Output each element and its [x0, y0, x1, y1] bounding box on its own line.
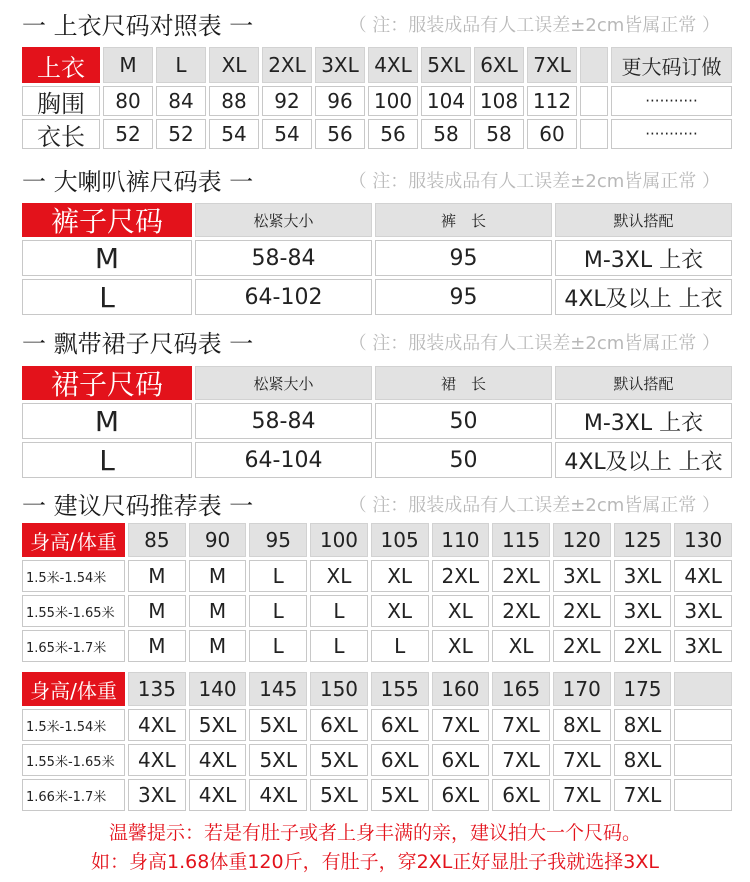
pants-waist-cell: 58-84: [195, 240, 372, 276]
recommend-a-height-label: 1.65米-1.7米: [22, 630, 125, 662]
tops-header-size: L: [156, 47, 206, 83]
pants-header-length: 裤 长: [375, 203, 552, 237]
tops-cell: 54: [262, 119, 312, 149]
skirt-waist-cell: 64-104: [195, 442, 372, 478]
tops-header-size: XL: [209, 47, 259, 83]
recommend-table-a: [22, 523, 732, 662]
recommend-b-size-cell: 5XL: [371, 779, 429, 811]
recommend-b-height-label: 1.66米-1.7米: [22, 779, 125, 811]
tops-cell: 52: [156, 119, 206, 149]
recommend-b-size-cell: 6XL: [432, 779, 490, 811]
recommend-a-size-cell: L: [371, 630, 429, 662]
recommend-b-size-cell: 8XL: [614, 709, 672, 741]
skirt-match-cell: M-3XL 上衣: [555, 403, 732, 439]
recommend-b-header-weight: 170: [553, 672, 611, 706]
recommend-section-note: （ 注：服装成品有人工误差±2cm皆属正常 ）: [348, 495, 720, 516]
skirt-section-title: 一 飘带裙子尺码表 一: [22, 330, 254, 358]
recommend-b-size-cell: 3XL: [128, 779, 186, 811]
recommend-b-size-cell: 8XL: [553, 709, 611, 741]
tops-cell: 58: [474, 119, 524, 149]
recommend-a-size-cell: 4XL: [674, 560, 732, 592]
pants-size-cell: M: [22, 240, 192, 276]
recommend-b-height-label: 1.55米-1.65米: [22, 744, 125, 776]
recommend-b-header-weight: 150: [310, 672, 368, 706]
recommend-b-size-cell: 5XL: [310, 744, 368, 776]
tops-section-title: 一 上衣尺码对照表 一: [22, 12, 254, 40]
recommend-a-size-cell: L: [310, 630, 368, 662]
tops-cell: 54: [209, 119, 259, 149]
recommend-a-size-cell: L: [249, 595, 307, 627]
tops-cell: 92: [262, 86, 312, 116]
skirt-header-match: 默认搭配: [555, 366, 732, 400]
recommend-a-size-cell: XL: [492, 630, 550, 662]
recommend-a-size-cell: 2XL: [492, 595, 550, 627]
recommend-a-size-cell: 2XL: [432, 560, 490, 592]
tops-header-size: 7XL: [527, 47, 577, 83]
recommend-b-size-cell: 5XL: [249, 709, 307, 741]
tops-header-size: M: [103, 47, 153, 83]
tops-header-size: 4XL: [368, 47, 418, 83]
skirt-length-cell: 50: [375, 442, 552, 478]
tops-cell: 60: [527, 119, 577, 149]
recommend-a-size-cell: M: [128, 595, 186, 627]
recommend-a-header-weight: 95: [249, 523, 307, 557]
recommend-b-size-cell: 7XL: [492, 709, 550, 741]
recommend-a-size-cell: 3XL: [614, 560, 672, 592]
recommend-b-size-cell: 4XL: [189, 744, 247, 776]
tops-cell: 100: [368, 86, 418, 116]
recommend-a-size-cell: M: [128, 630, 186, 662]
skirt-length-cell: 50: [375, 403, 552, 439]
recommend-a-header-weight: 130: [674, 523, 732, 557]
recommend-a-header-weight: 85: [128, 523, 186, 557]
recommend-a-size-cell: 2XL: [553, 595, 611, 627]
tops-header-label: 上衣: [22, 47, 100, 83]
tops-cell-custom: ···········: [611, 119, 732, 149]
recommend-b-size-cell: 4XL: [128, 744, 186, 776]
tops-header-size: 2XL: [262, 47, 312, 83]
recommend-b-header-weight: 155: [371, 672, 429, 706]
recommend-a-size-cell: 3XL: [674, 630, 732, 662]
recommend-b-size-cell: 7XL: [553, 744, 611, 776]
tops-cell: 88: [209, 86, 259, 116]
tops-cell-custom: ···········: [611, 86, 732, 116]
skirt-section-note: （ 注：服装成品有人工误差±2cm皆属正常 ）: [348, 333, 720, 354]
recommend-a-size-cell: L: [249, 630, 307, 662]
skirt-size-cell: M: [22, 403, 192, 439]
recommend-b-size-cell: [674, 709, 732, 741]
recommend-a-size-cell: M: [189, 595, 247, 627]
tops-cell: 84: [156, 86, 206, 116]
recommend-b-size-cell: 6XL: [371, 744, 429, 776]
recommend-a-header-weight: 105: [371, 523, 429, 557]
skirt-size-table: [22, 366, 732, 478]
pants-size-cell: L: [22, 279, 192, 315]
recommend-a-header-label: 身高/体重: [22, 523, 125, 557]
recommend-b-size-cell: [674, 744, 732, 776]
tops-section-note: （ 注：服装成品有人工误差±2cm皆属正常 ）: [348, 15, 720, 36]
pants-header-waist: 松紧大小: [195, 203, 372, 237]
footer-tip-line-2: 如：身高1.68体重120斤，有肚子，穿2XL正好显肚子我就选择3XL: [91, 851, 659, 873]
skirt-header-waist: 松紧大小: [195, 366, 372, 400]
pants-header-label: 裤子尺码: [22, 203, 192, 237]
recommend-a-size-cell: 3XL: [614, 595, 672, 627]
footer-tip-line-1: 温馨提示：若是有肚子或者上身丰满的亲，建议拍大一个尺码。: [108, 822, 641, 844]
recommend-a-header-weight: 115: [492, 523, 550, 557]
recommend-b-height-label: 1.5米-1.54米: [22, 709, 125, 741]
recommend-b-size-cell: 4XL: [249, 779, 307, 811]
tops-cell: 56: [315, 119, 365, 149]
tops-header-custom: 更大码订做: [611, 47, 732, 83]
recommend-b-header-empty: [674, 672, 732, 706]
skirt-size-cell: L: [22, 442, 192, 478]
tops-row-label: 胸围: [22, 86, 100, 116]
recommend-b-header-weight: 140: [189, 672, 247, 706]
tops-cell-spacer: [580, 119, 608, 149]
recommend-a-height-label: 1.5米-1.54米: [22, 560, 125, 592]
recommend-a-size-cell: M: [128, 560, 186, 592]
recommend-b-size-cell: 7XL: [492, 744, 550, 776]
tops-header-size: 5XL: [421, 47, 471, 83]
tops-cell: 52: [103, 119, 153, 149]
recommend-b-header-weight: 145: [249, 672, 307, 706]
recommend-a-size-cell: 3XL: [674, 595, 732, 627]
recommend-a-height-label: 1.55米-1.65米: [22, 595, 125, 627]
recommend-b-header-weight: 175: [614, 672, 672, 706]
skirt-header-label: 裙子尺码: [22, 366, 192, 400]
tops-cell: 56: [368, 119, 418, 149]
tops-header-spacer: [580, 47, 608, 83]
pants-waist-cell: 64-102: [195, 279, 372, 315]
pants-length-cell: 95: [375, 279, 552, 315]
recommend-b-header-label: 身高/体重: [22, 672, 125, 706]
recommend-b-size-cell: 5XL: [310, 779, 368, 811]
tops-cell-spacer: [580, 86, 608, 116]
skirt-waist-cell: 58-84: [195, 403, 372, 439]
tops-header-size: 6XL: [474, 47, 524, 83]
recommend-b-size-cell: 6XL: [310, 709, 368, 741]
recommend-a-size-cell: XL: [432, 630, 490, 662]
recommend-b-header-weight: 165: [492, 672, 550, 706]
tops-header-size: 3XL: [315, 47, 365, 83]
recommend-a-size-cell: L: [249, 560, 307, 592]
recommend-a-size-cell: M: [189, 560, 247, 592]
recommend-b-size-cell: 6XL: [371, 709, 429, 741]
tops-size-table: [22, 47, 732, 149]
tops-cell: 96: [315, 86, 365, 116]
recommend-b-size-cell: 6XL: [432, 744, 490, 776]
skirt-match-cell: 4XL及以上 上衣: [555, 442, 732, 478]
recommend-a-size-cell: 2XL: [492, 560, 550, 592]
recommend-b-size-cell: 7XL: [553, 779, 611, 811]
pants-section-note: （ 注：服装成品有人工误差±2cm皆属正常 ）: [348, 171, 720, 192]
recommend-a-size-cell: L: [310, 595, 368, 627]
tops-cell: 112: [527, 86, 577, 116]
recommend-b-size-cell: 7XL: [614, 779, 672, 811]
recommend-a-header-weight: 110: [432, 523, 490, 557]
recommend-a-header-weight: 100: [310, 523, 368, 557]
tops-cell: 108: [474, 86, 524, 116]
tops-cell: 58: [421, 119, 471, 149]
recommend-b-size-cell: 7XL: [432, 709, 490, 741]
recommend-section-title: 一 建议尺码推荐表 一: [22, 492, 254, 520]
recommend-b-size-cell: 4XL: [189, 779, 247, 811]
recommend-b-size-cell: 6XL: [492, 779, 550, 811]
pants-match-cell: M-3XL 上衣: [555, 240, 732, 276]
recommend-a-size-cell: XL: [310, 560, 368, 592]
recommend-a-size-cell: XL: [432, 595, 490, 627]
pants-header-match: 默认搭配: [555, 203, 732, 237]
recommend-a-size-cell: 3XL: [553, 560, 611, 592]
recommend-a-size-cell: 2XL: [614, 630, 672, 662]
recommend-a-size-cell: XL: [371, 560, 429, 592]
pants-section-title: 一 大喇叭裤尺码表 一: [22, 168, 254, 196]
recommend-a-size-cell: 2XL: [553, 630, 611, 662]
pants-length-cell: 95: [375, 240, 552, 276]
recommend-a-size-cell: M: [189, 630, 247, 662]
recommend-table-b: [22, 672, 732, 811]
tops-row-label: 衣长: [22, 119, 100, 149]
tops-cell: 80: [103, 86, 153, 116]
tops-cell: 104: [421, 86, 471, 116]
recommend-b-header-weight: 160: [432, 672, 490, 706]
recommend-b-header-weight: 135: [128, 672, 186, 706]
pants-size-table: [22, 203, 732, 315]
recommend-b-size-cell: 5XL: [189, 709, 247, 741]
recommend-a-header-weight: 90: [189, 523, 247, 557]
recommend-b-size-cell: 5XL: [249, 744, 307, 776]
recommend-b-size-cell: 8XL: [614, 744, 672, 776]
recommend-a-header-weight: 125: [614, 523, 672, 557]
recommend-a-size-cell: XL: [371, 595, 429, 627]
recommend-a-header-weight: 120: [553, 523, 611, 557]
pants-match-cell: 4XL及以上 上衣: [555, 279, 732, 315]
skirt-header-length: 裙 长: [375, 366, 552, 400]
recommend-b-size-cell: [674, 779, 732, 811]
recommend-b-size-cell: 4XL: [128, 709, 186, 741]
